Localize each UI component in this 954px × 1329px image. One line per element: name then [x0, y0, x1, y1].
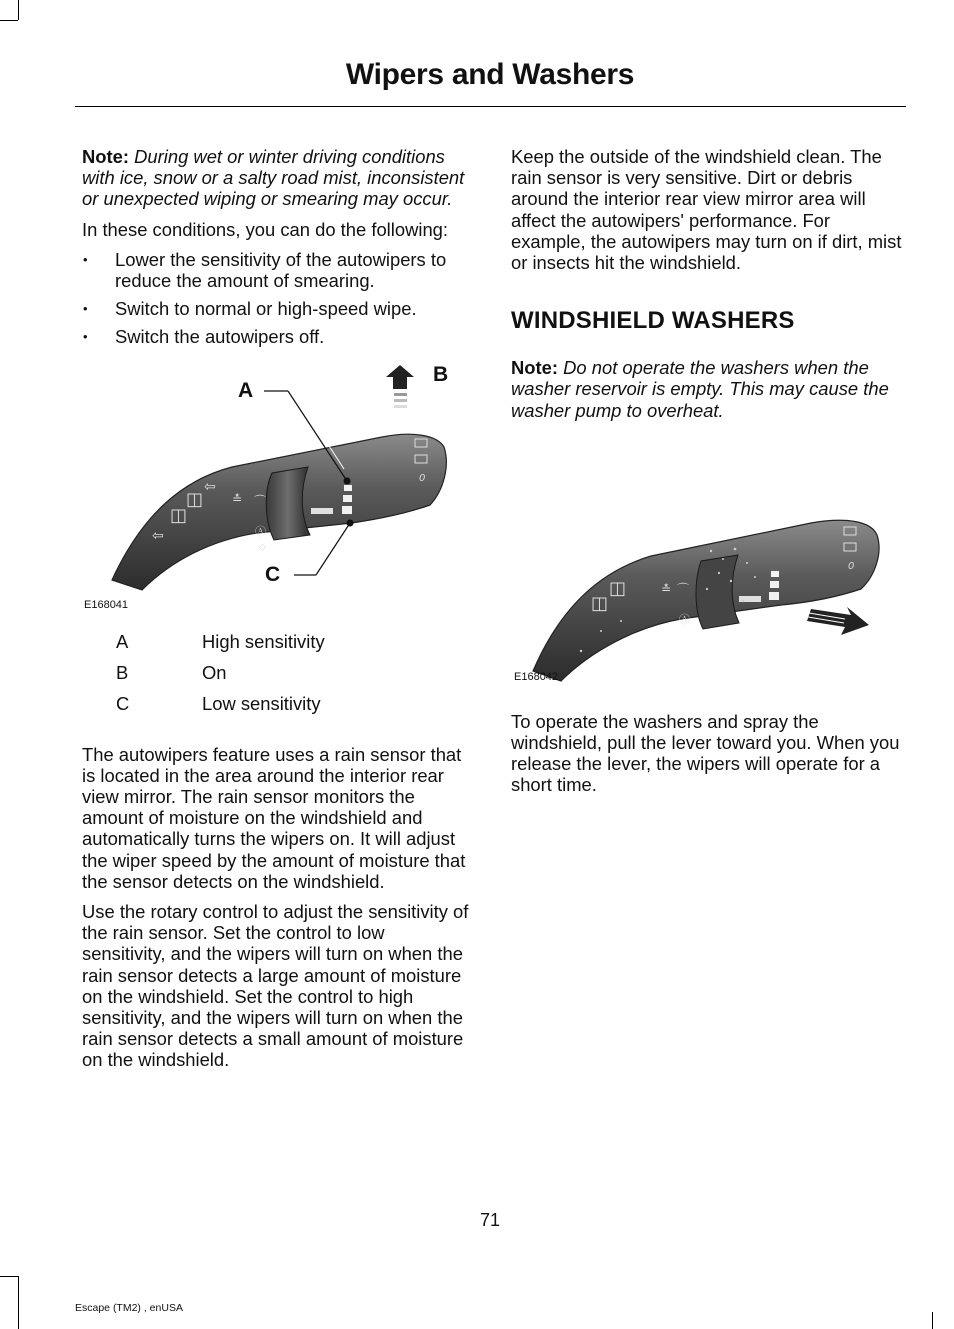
legend-value: High sensitivity — [202, 630, 325, 652]
note-label: Note: — [82, 146, 129, 167]
section-title: WINDSHIELD WASHERS — [511, 307, 795, 335]
figure-washer-lever — [511, 431, 903, 701]
figure-rotary-control — [82, 355, 472, 623]
left-column — [82, 146, 472, 1080]
note-text: Do not operate the washers when the washer reservoir is empty. This may cause the washer pump to overheat. — [511, 357, 889, 421]
callout-a: A — [238, 378, 254, 402]
svg-text:0: 0 — [419, 472, 426, 484]
svg-text:0: 0 — [848, 560, 855, 572]
table-row — [82, 631, 325, 662]
paragraph-windshield-clean: Keep the outside of the windshield clean. The rain sensor is very sensitive. Dirt or debris around the interior rear view mirror area will affect the autowipers' performance. For example, the autowipers may turn on if dirt, mist or insects hit the windshield. — [511, 146, 902, 274]
table-row — [82, 693, 325, 724]
intro-paragraph: In these conditions, you can do the following: — [82, 218, 449, 240]
note-label: Note: — [511, 357, 558, 379]
svg-text:◫: ◫ — [186, 488, 204, 510]
svg-text:⇦: ⇦ — [204, 478, 216, 495]
page-number: 71 — [479, 1210, 501, 1230]
legend-key: C — [116, 692, 130, 714]
legend-value: Low sensitivity — [202, 692, 321, 714]
svg-text:⌒: ⌒ — [254, 493, 267, 508]
washer-lever-illustration — [511, 431, 903, 701]
svg-text:⬦: ⬦ — [259, 541, 266, 553]
note-text: During wet or winter driving conditions with ice, snow or a salty road mist, inconsistent or unexpected wiping or smearing may occur. — [82, 146, 465, 210]
crop-mark — [0, 1276, 18, 1277]
legend-key: A — [116, 630, 129, 652]
svg-text:◫: ◫ — [609, 577, 627, 599]
note-washer-reservoir — [511, 357, 903, 421]
svg-text:◫: ◫ — [591, 592, 609, 614]
paragraph-rain-sensor: The autowipers feature uses a rain sensor that is located in the area around the interior rear view mirror. The rain sensor monitors the amount of moisture on the windshield and automatically turns the wipers on. It will adjust the wiper speed by the amount of moisture that the sensor detects on the windshield. — [82, 743, 466, 892]
footer-text: Escape (TM2) , enUSA — [75, 1302, 183, 1314]
legend-table — [82, 631, 325, 724]
figure-code: E168041 — [84, 598, 129, 611]
note-wet-conditions — [82, 146, 472, 210]
page-title: Wipers and Washers — [345, 58, 635, 91]
callout-c: C — [265, 562, 281, 586]
svg-text:Ⓐ: Ⓐ — [255, 524, 266, 538]
svg-text:≛: ≛ — [232, 491, 243, 506]
svg-text:⇦: ⇦ — [152, 527, 164, 544]
paragraph-operate-washers: To operate the washers and spray the windshield, pull the lever toward you. When you release the lever, the wipers will operate for a short time. — [511, 710, 900, 796]
paragraph-rotary-control: Use the rotary control to adjust the sensitivity of the rain sensor. Set the control to low sensitivity, and the wipers will turn on when the rain sensor detects a large amount of moisture on the windshield. Set the control to high sensitivity, and the wipers will turn on when the rain sensor detects a small amount of moisture on the windshield. — [82, 901, 469, 1071]
svg-text:⌒: ⌒ — [677, 581, 690, 596]
list-item: • Lower the sensitivity of the autowipers to reduce the amount of smearing. — [82, 249, 472, 291]
table-row — [82, 662, 325, 693]
legend-key: B — [116, 661, 129, 683]
right-column — [511, 146, 903, 805]
figure-code: E168042 — [514, 670, 559, 683]
list-item: • Switch the autowipers off. — [82, 326, 472, 347]
svg-text:Ⓐ: Ⓐ — [679, 612, 690, 626]
list-item: • Switch to normal or high-speed wipe. — [82, 298, 472, 319]
crop-mark — [0, 20, 18, 21]
bullet-list — [82, 249, 472, 348]
crop-mark — [932, 1312, 933, 1329]
legend-value: On — [202, 661, 227, 683]
svg-text:≛: ≛ — [661, 581, 672, 596]
crop-mark — [18, 1276, 19, 1329]
crop-mark — [18, 0, 19, 20]
svg-text:◫: ◫ — [170, 504, 188, 526]
callout-b: B — [433, 362, 449, 386]
title-rule — [75, 106, 906, 107]
